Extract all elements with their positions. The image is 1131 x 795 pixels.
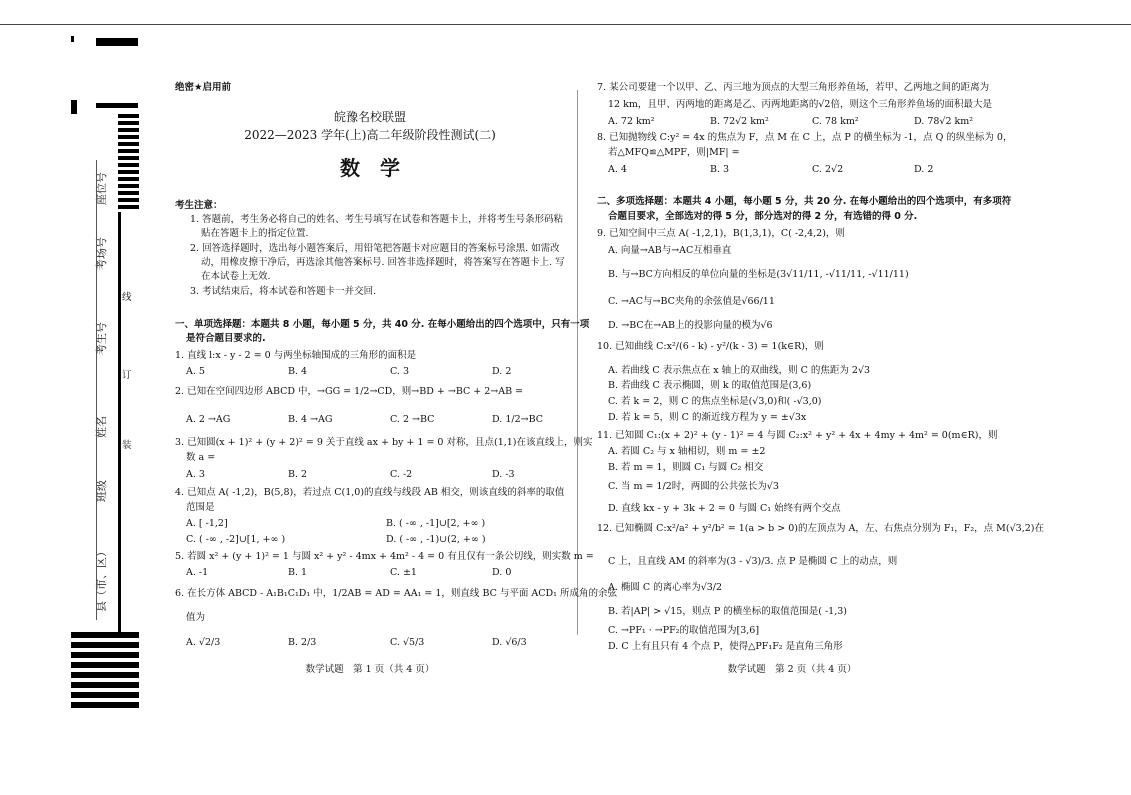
option: C. 3 [390, 366, 410, 377]
notice-item: 3. 考试结束后，将本试卷和答题卡一并交回. [190, 286, 377, 297]
notice-item: 贴在答题卡上的指定位置. [201, 228, 309, 239]
question-stem: 4. 已知点 A( -1,2)，B(5,8)，若过点 C(1,0)的直线与线段 AB 相交，则该直线的斜率的取值 [175, 487, 565, 498]
fill-line [96, 160, 98, 620]
secret-label: 绝密★启用前 [175, 82, 232, 93]
question-stem-cont: C 上，且直线 AM 的斜率为(3 - √3)/3. 点 P 是椭圆 C 上的动点，则 [608, 556, 898, 567]
option: D. -3 [492, 469, 515, 480]
notice-item: 动，用橡皮擦干净后，再选涂其他答案标号. 回答非选择题时，将答案写在答题卡上. 写 [201, 257, 565, 268]
notice-item: 在本试卷上无效. [201, 271, 271, 282]
bar-mark [96, 103, 138, 108]
footer-right: 数学试题 第 2 页（共 4 页） [727, 664, 857, 675]
option: C. 78 km² [812, 116, 859, 127]
left-mark [71, 100, 77, 114]
option: B. 2 [288, 469, 308, 480]
option: C. ±1 [390, 567, 417, 578]
question-stem: 12. 已知椭圆 C:x²/a² + y²/b² = 1(a > b > 0)的左顶点为 A，左、右焦点分别为 F₁，F₂，点 M(√3,2)在 [597, 523, 1044, 534]
option: A. 若圆 C₂ 与 x 轴相切，则 m = ±2 [608, 446, 766, 457]
county-label: 县（市、区） [95, 546, 108, 612]
option: C. √5/3 [390, 637, 425, 648]
barcode-ladder-top [118, 114, 139, 212]
option: B. 4 [288, 366, 308, 377]
option: C. ( -∞ , -2]∪[1, +∞ ) [186, 534, 286, 545]
option: C. -2 [390, 469, 413, 480]
question-stem: 2. 已知在空间四边形 ABCD 中，→GG = 1/2→CD，则→BD + →BC + 2→AB = [175, 386, 524, 397]
question-stem: 1. 直线 l:x - y - 2 = 0 与两坐标轴围成的三角形的面积是 [175, 350, 417, 361]
option: C. 若 k = 2，则 C 的焦点坐标是(√3,0)和( -√3,0) [608, 396, 822, 407]
option: A. 72 km² [608, 116, 655, 127]
footer-left: 数学试题 第 1 页（共 4 页） [305, 664, 435, 675]
option: B. 3 [710, 164, 730, 175]
question-stem-cont: 12 km，且甲、丙两地的距离是乙、丙两地距离的√2倍，则这个三角形养鱼场的面积最大是 [608, 99, 992, 110]
question-stem: 6. 在长方体 ABCD - A₁B₁C₁D₁ 中，1/2AB = AD = AA₁ = 1，则直线 BC 与平面 ACD₁ 所成角的余弦 [175, 588, 617, 599]
exam-title: 2022—2023 学年(上)高二年级阶段性测试(二) [244, 128, 496, 142]
union-title: 皖豫名校联盟 [333, 110, 406, 124]
option: A. 4 [608, 164, 627, 175]
option: A. [ -1,2] [186, 518, 228, 529]
corner-mark [71, 36, 74, 42]
id-label: 考生号 [95, 322, 108, 355]
option: A. 若曲线 C 表示焦点在 x 轴上的双曲线，则 C 的焦距为 2√3 [608, 365, 871, 376]
options-row [186, 637, 594, 649]
top-bar-mark [96, 38, 138, 46]
option: D. 直线 kx - y + 3k + 2 = 0 与圆 C₁ 始终有两个交点 [608, 503, 841, 514]
option: A. 5 [186, 366, 205, 377]
question-stem-cont: 数 a = [186, 452, 216, 463]
option: B. ( -∞ , -1]∪[2, +∞ ) [386, 518, 486, 529]
option: A. 椭圆 C 的离心率为√3/2 [608, 582, 723, 593]
option: C. 当 m = 1/2时，两圆的公共弦长为√3 [608, 481, 779, 492]
question-stem-cont: 值为 [186, 612, 206, 623]
options-row [186, 414, 594, 426]
question-stem: 3. 已知圆(x + 1)² + (y + 2)² = 9 关于直线 ax + by + 1 = 0 对称，且点(1,1)在该直线上，则实 [175, 437, 593, 448]
subject-title: 数 学 [340, 156, 400, 180]
options-row [608, 164, 1016, 176]
binding-line [118, 212, 121, 632]
question-stem: 10. 已知曲线 C:x²/(6 - k) - y²/(k - 3) = 1(k∈R)，则 [597, 341, 824, 352]
class-label: 班级 [95, 480, 108, 502]
option: A. 3 [186, 469, 205, 480]
barcode-bottom [71, 632, 139, 712]
notice-item: 2. 回答选择题时，选出每小题答案后，用铅笔把答题卡对应题目的答案标号涂黑. 如需改 [190, 243, 560, 254]
options-row [186, 366, 594, 378]
question-stem: 9. 已知空间中三点 A( -1,2,1)，B(1,3,1)，C( -2,4,2)，则 [597, 228, 845, 239]
option: C. 2 →BC [390, 414, 435, 425]
question-stem: 11. 已知圆 C₁:(x + 2)² + (y - 1)² = 4 与圆 C₂:x² + y² + 4x + 4my + 4m² = 0(m∈R)，则 [597, 430, 998, 441]
option: A. -1 [186, 567, 209, 578]
option: D. →BC在→AB上的投影向量的模为√6 [608, 320, 773, 331]
question-stem-cont: 范围是 [186, 502, 215, 513]
option: B. 若曲线 C 表示椭圆，则 k 的取值范围是(3,6) [608, 380, 812, 391]
option: D. 2 [914, 164, 934, 175]
section1-title: 一、单项选择题：本题共 8 小题，每小题 5 分，共 40 分. 在每小题给出的四个选项中，只有一项 [175, 319, 590, 330]
options-row [186, 469, 594, 481]
question-stem: 7. 某公司要建一个以甲、乙、丙三地为顶点的大型三角形养鱼场，若甲、乙两地之间的距离为 [597, 82, 990, 93]
seat-label: 座位号 [95, 172, 108, 205]
option: D. 0 [492, 567, 512, 578]
option: B. 4 →AG [288, 414, 333, 425]
option: A. 向量→AB与→AC互相垂直 [608, 245, 732, 256]
option: B. 1 [288, 567, 308, 578]
top-rule [0, 24, 1131, 25]
options-row [186, 567, 594, 579]
notice-title: 考生注意： [175, 200, 223, 211]
question-stem: 8. 已知抛物线 C:y² = 4x 的焦点为 F，点 M 在 C 上，点 P 的横坐标为 -1，点 Q 的纵坐标为 0， [597, 132, 1013, 143]
option: D. 若 k = 5，则 C 的渐近线方程为 y = ±√3x [608, 412, 807, 423]
binding-word-line: 线 [122, 292, 132, 303]
options-row [186, 534, 586, 546]
option: B. 若 m = 1，则圆 C₁ 与圆 C₂ 相交 [608, 462, 764, 473]
option: A. 2 →AG [186, 414, 231, 425]
options-row [186, 518, 586, 530]
option: B. 与→BC方向相反的单位向量的坐标是(3√11/11, -√11/11, -√11/11) [608, 269, 909, 280]
binding-word-ding: 订 [122, 370, 132, 381]
option: B. 72√2 km² [710, 116, 769, 127]
option: D. √6/3 [492, 637, 527, 648]
option: C. 2√2 [812, 164, 844, 175]
option: C. →AC与→BC夹角的余弦值是√66/11 [608, 296, 775, 307]
option: A. √2/3 [186, 637, 221, 648]
option: D. 78√2 km² [914, 116, 974, 127]
section2-title-cont: 合题目要求，全部选对的得 5 分，部分选对的得 2 分，有选错的得 0 分. [608, 211, 918, 222]
option: D. C 上有且只有 4 个点 P，使得△PF₁F₂ 是直角三角形 [608, 641, 843, 652]
section2-title: 二、多项选择题：本题共 4 小题，每小题 5 分，共 20 分. 在每小题给出的四个选项中，有多项符 [597, 196, 1012, 207]
option: D. ( -∞ , -1)∪(2, +∞ ) [386, 534, 486, 545]
option: B. 若|AP| > √15，则点 P 的横坐标的取值范围是( -1,3) [608, 606, 847, 617]
section1-title-cont: 是符合题目要求的. [186, 333, 266, 344]
notice-item: 1. 答题前，考生务必将自己的姓名、考生号填写在试卷和答题卡上，并将考生号条形码粘 [190, 214, 564, 225]
binding-word-zhuang: 装 [122, 440, 132, 451]
options-row [608, 116, 1016, 128]
name-label: 姓名 [95, 416, 108, 438]
question-stem-cont: 若△MFQ≌△MPF，则|MF| = [608, 147, 740, 158]
room-label: 考场号 [95, 237, 108, 270]
option: D. 1/2→BC [492, 414, 543, 425]
option: D. 2 [492, 366, 512, 377]
option: C. →PF₁ · →PF₂的取值范围为[3,6] [608, 625, 760, 636]
question-stem: 5. 若圆 x² + (y + 1)² = 1 与圆 x² + y² - 4mx + 4m² - 4 = 0 有且仅有一条公切线，则实数 m = [175, 551, 594, 562]
option: B. 2/3 [288, 637, 317, 648]
